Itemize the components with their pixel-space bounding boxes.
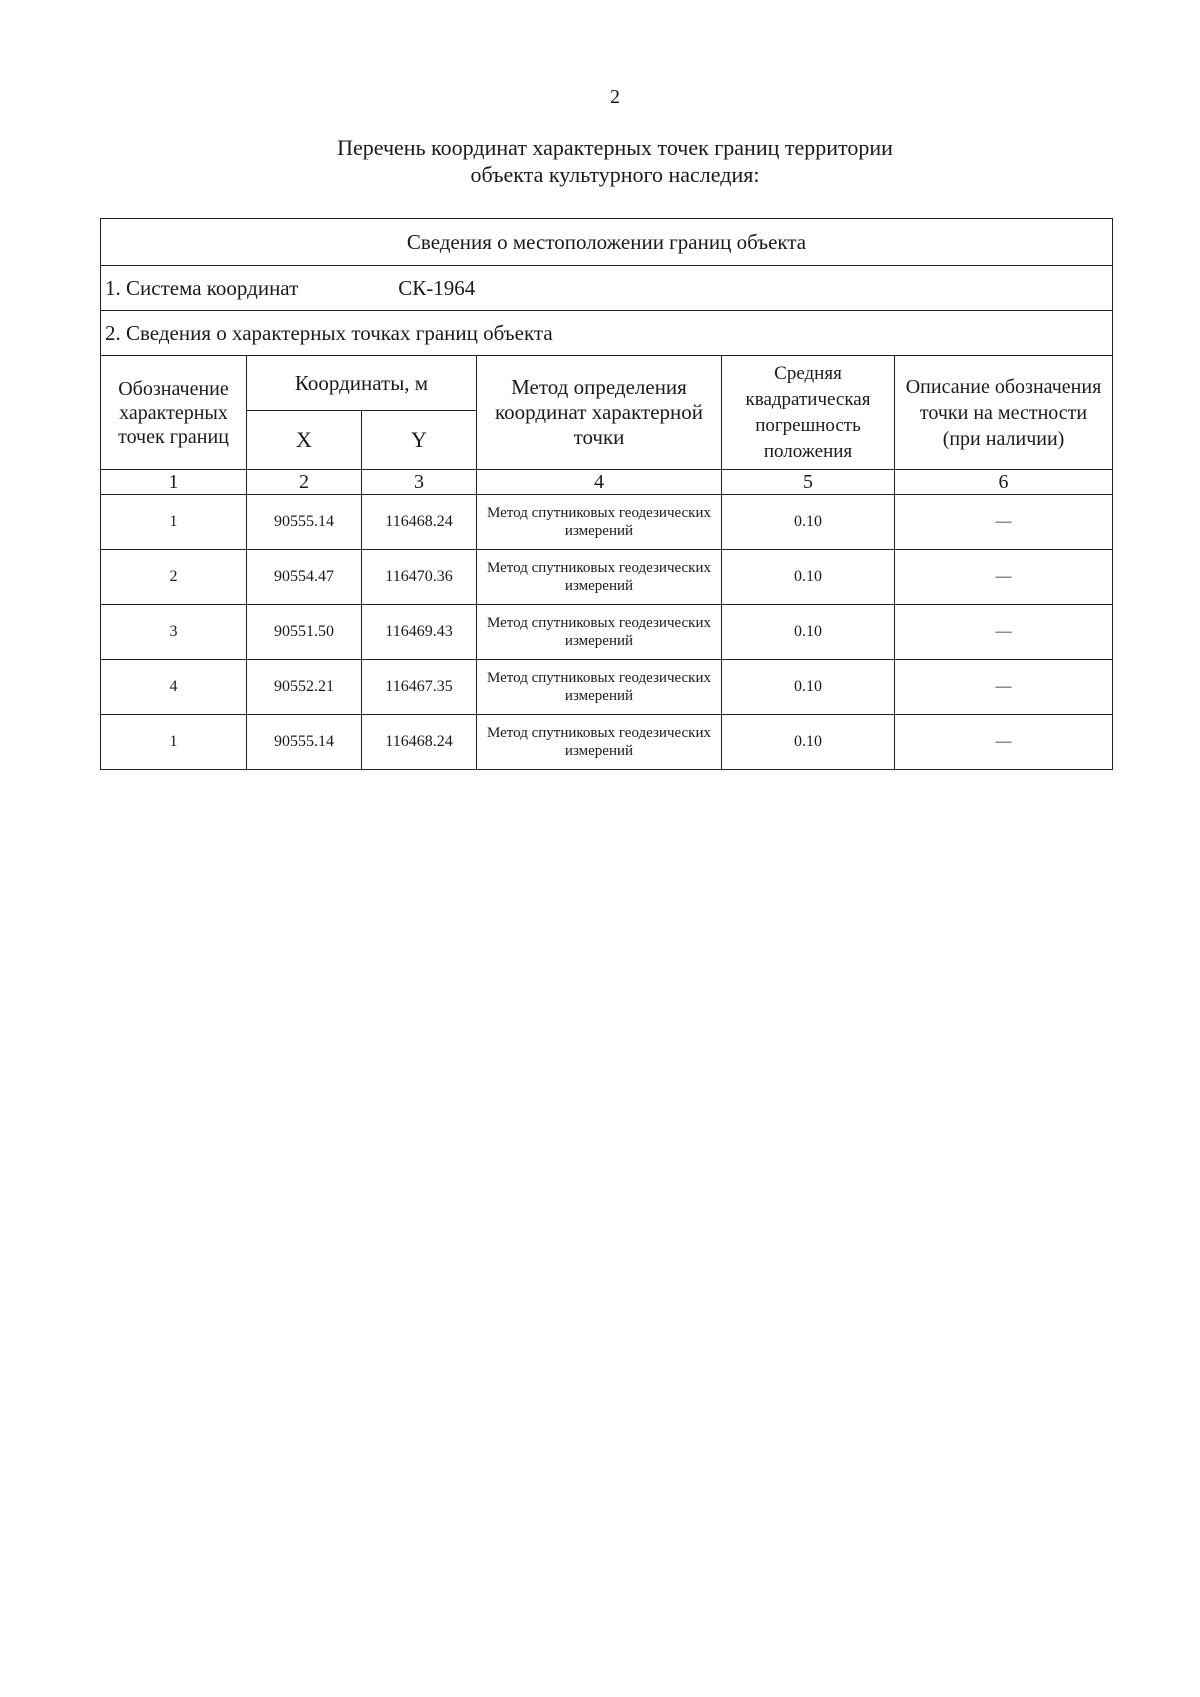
- description: —: [895, 605, 1113, 660]
- y-coordinate: 116468.24: [362, 715, 477, 770]
- title-line-2: объекта культурного наследия:: [470, 162, 760, 187]
- column-number: 2: [247, 470, 362, 495]
- x-coordinate: 90555.14: [247, 715, 362, 770]
- table-row: [101, 550, 1113, 605]
- column-number: 1: [101, 470, 247, 495]
- y-coordinate: 116468.24: [362, 495, 477, 550]
- x-coordinate: 90555.14: [247, 495, 362, 550]
- coordinates-table-container: [100, 218, 1112, 770]
- table-row: [101, 495, 1113, 550]
- x-coordinate: 90552.21: [247, 660, 362, 715]
- error-value: 0.10: [722, 605, 895, 660]
- table-row: [101, 715, 1113, 770]
- coord-system-value: СК-1964: [398, 275, 476, 300]
- header-coordinates: Координаты, м: [247, 356, 477, 411]
- description: —: [895, 715, 1113, 770]
- header-error: Средняя квадратическая погрешность положения: [722, 356, 895, 470]
- header-description: Описание обозначения точки на местности (при наличии): [895, 356, 1113, 470]
- y-coordinate: 116470.36: [362, 550, 477, 605]
- point-id: 1: [101, 715, 247, 770]
- point-id: 4: [101, 660, 247, 715]
- error-value: 0.10: [722, 550, 895, 605]
- point-id: 1: [101, 495, 247, 550]
- column-number: 5: [722, 470, 895, 495]
- table-row: [101, 605, 1113, 660]
- column-number-row: [101, 470, 1113, 495]
- table-row: [101, 660, 1113, 715]
- method: Метод спутниковых геодезических измерений: [477, 660, 722, 715]
- error-value: 0.10: [722, 495, 895, 550]
- description: —: [895, 660, 1113, 715]
- header-y: Y: [362, 411, 477, 470]
- method: Метод спутниковых геодезических измерений: [477, 605, 722, 660]
- error-value: 0.10: [722, 660, 895, 715]
- method: Метод спутниковых геодезических измерений: [477, 715, 722, 770]
- error-value: 0.10: [722, 715, 895, 770]
- header-x: X: [247, 411, 362, 470]
- points-section-title: 2. Сведения о характерных точках границ объекта: [101, 311, 1113, 356]
- coord-system-label: 1. Система координат: [105, 275, 299, 300]
- point-id: 3: [101, 605, 247, 660]
- x-coordinate: 90551.50: [247, 605, 362, 660]
- document-title: [0, 134, 1200, 188]
- title-line-1: Перечень координат характерных точек границ территории: [337, 135, 893, 160]
- y-coordinate: 116467.35: [362, 660, 477, 715]
- coord-system-row: [101, 266, 1113, 311]
- section-title: Сведения о местоположении границ объекта: [101, 219, 1113, 266]
- header-method: Метод определения координат характерной точки: [477, 356, 722, 470]
- description: —: [895, 495, 1113, 550]
- column-number: 4: [477, 470, 722, 495]
- description: —: [895, 550, 1113, 605]
- method: Метод спутниковых геодезических измерений: [477, 495, 722, 550]
- x-coordinate: 90554.47: [247, 550, 362, 605]
- column-number: 3: [362, 470, 477, 495]
- point-id: 2: [101, 550, 247, 605]
- coordinates-table: [100, 218, 1113, 770]
- method: Метод спутниковых геодезических измерений: [477, 550, 722, 605]
- header-designation: Обозначение характерных точек границ: [101, 356, 247, 470]
- y-coordinate: 116469.43: [362, 605, 477, 660]
- page-number: 2: [610, 86, 620, 108]
- column-number: 6: [895, 470, 1113, 495]
